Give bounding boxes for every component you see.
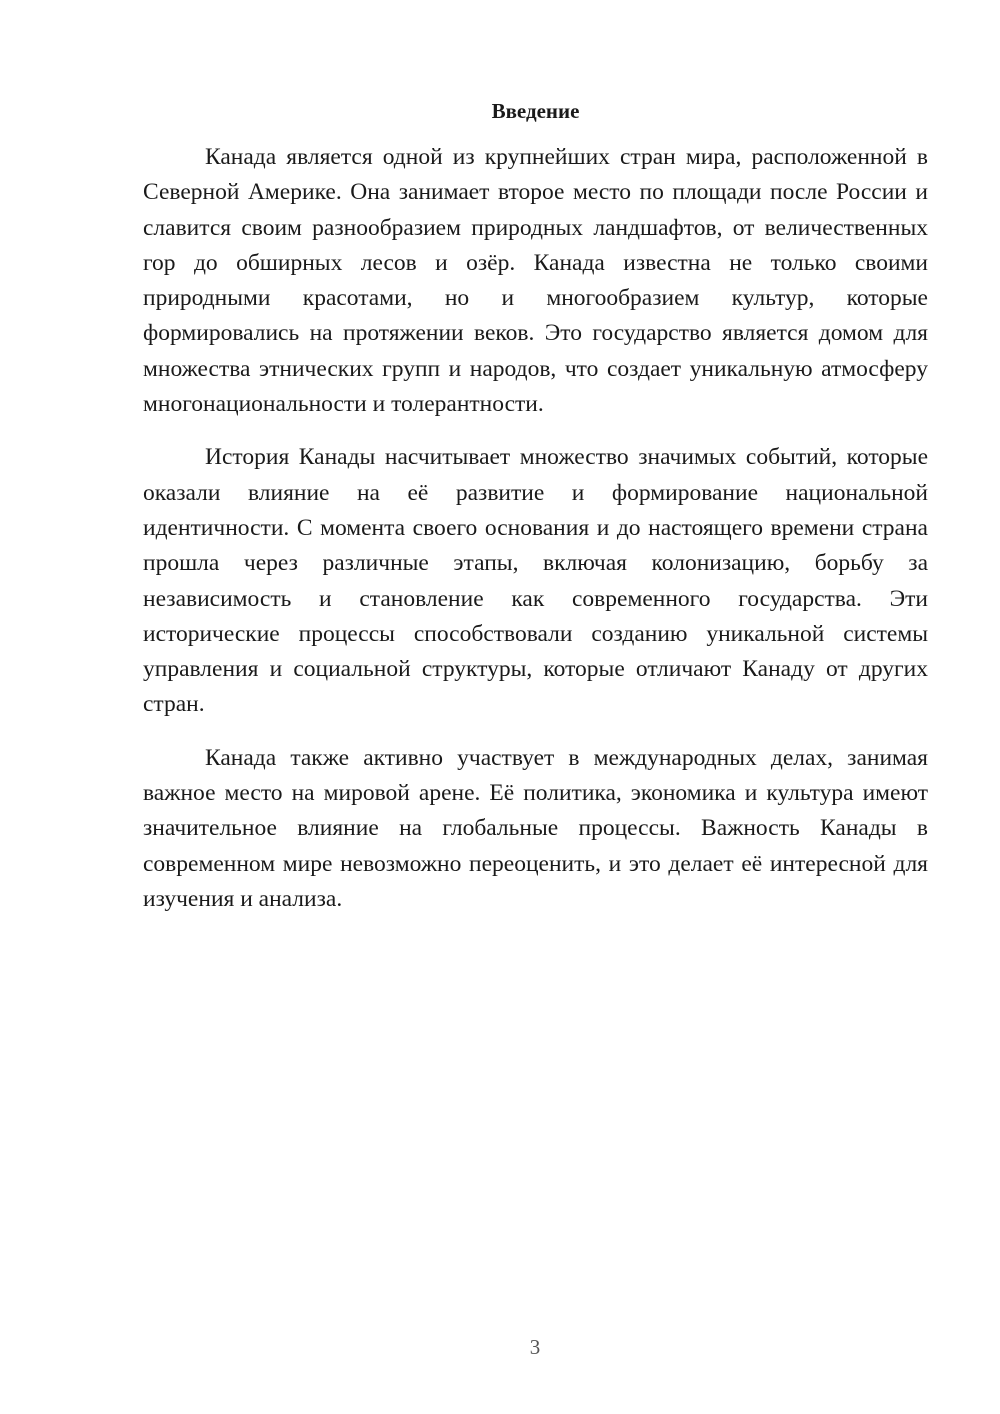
body-text [143, 140, 928, 935]
paragraph-history: История Канады насчитывает множество значимых событий, которые оказали влияние на её развитие и формирование национальной идентичности. С момента своего основания и до настоящего времени страна прошла через различные этапы, включая колонизацию, борьбу за независимость и становление как современного государства. Эти исторические процессы способствовали созданию уникальной системы управления и социальной структуры, которые отличают Канаду от других стран. [143, 444, 928, 718]
paragraph-international: Канада также активно участвует в международных делах, занимая важное место на мировой арене. Её политика, экономика и культура имеют значительное влияние на глобальные процессы. Важность Канады в современном мире невозможно переоценить, и это делает её интересной для изучения и анализа. [143, 744, 928, 912]
page-number: 3 [529, 1335, 541, 1359]
section-title: Введение [491, 99, 580, 123]
paragraph-intro: Канада является одной из крупнейших стран мира, расположенной в Северной Америке. Она занимает второе место по площади после России и славится своим разнообразием природных ландшафтов, от величественных гор до обширных лесов и озёр. Канада известна не только своими природными красотами, но и многообразием культур, которые формировались на протяжении веков. Это государство является домом для множества этнических групп и народов, что создает уникальную атмосферу многонациональности и толерантности. [143, 144, 928, 418]
